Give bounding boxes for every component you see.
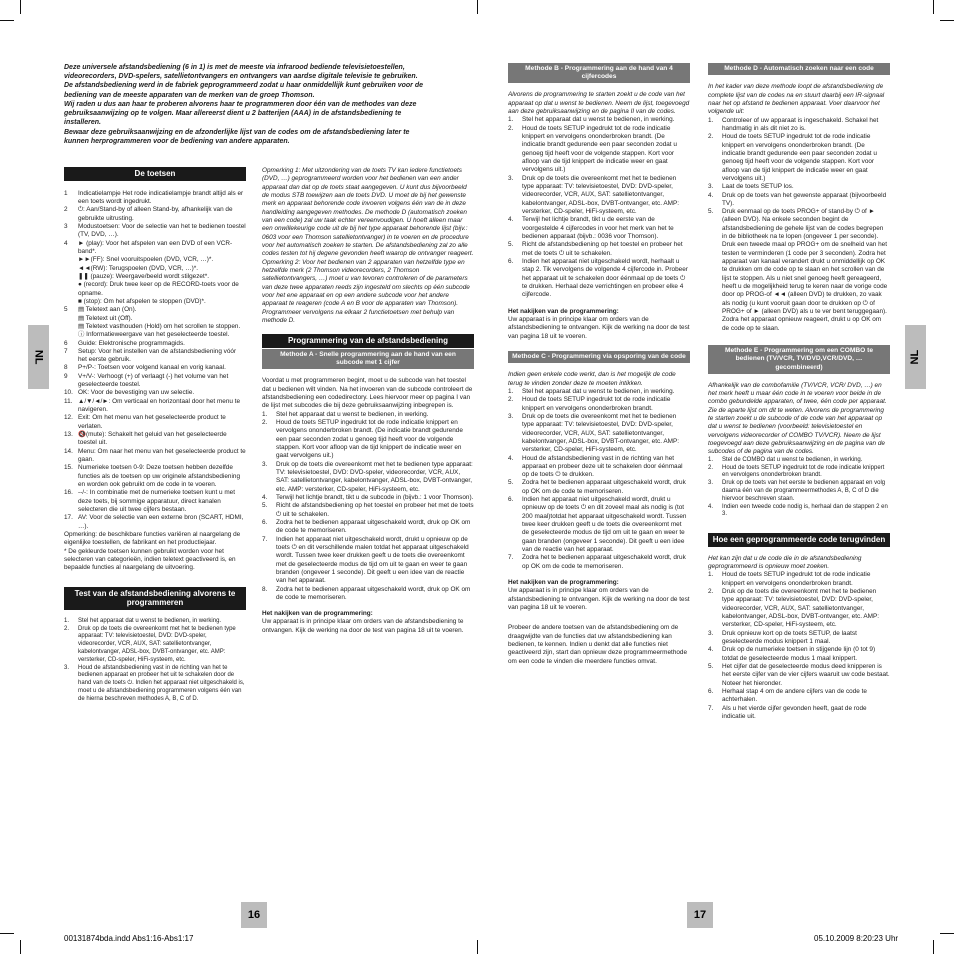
list-item <box>508 216 690 241</box>
list-item <box>64 618 246 626</box>
list-item-number: 3. <box>262 460 268 468</box>
list-item <box>708 705 890 722</box>
list-item-text: Druk op de toets van het gewenste apparaat (bijvoorbeeld TV). <box>722 191 887 207</box>
list-item <box>708 571 890 588</box>
list-item-number: 4. <box>708 191 714 199</box>
footer-date: 05.10.2009 8:20:23 Uhr <box>814 934 899 943</box>
list-item-text: --/-: In combinatie met de numerieke toetsen kunt u met deze toets, bij sommige apparatuur, direct kanalen selecteren die uit twee cijfers bestaan. <box>78 489 235 514</box>
list-item <box>64 626 246 665</box>
list-item <box>708 192 890 209</box>
list-item-text: ◄◄(RW): Terugspoelen (DVD, VCR, …)*. <box>78 264 199 272</box>
recover-steps <box>708 571 890 721</box>
list-item <box>262 461 474 494</box>
list-item <box>64 265 246 273</box>
list-item-number <box>64 323 78 331</box>
list-item <box>262 586 474 603</box>
list-item <box>64 389 246 397</box>
list-item <box>508 479 690 496</box>
list-item-number: 5. <box>708 662 714 670</box>
list-item-number: 2. <box>508 396 514 404</box>
list-item-text: ■ (stop): Om het afspelen te stoppen (DVD)*. <box>78 297 206 305</box>
language-tab-label: NL <box>909 349 922 365</box>
list-item <box>64 256 246 264</box>
verify-text: Uw apparaat is in principe klaar om orders van de afstandsbediening te ontvangen. Kijk de werking na door de test van pagina 18 uit te voeren. <box>508 587 690 612</box>
list-item-number: 16. <box>64 489 73 497</box>
list-item-text: Terwijl het lichtje brandt, tikt u de subcode in (bijvb.: 1 voor Thomson). <box>276 493 474 501</box>
method-a-steps <box>262 411 474 603</box>
method-e-intro: Afhankelijk van de combofamilie (TV/VCR, VCR/ DVD, …) en het merk heeft u maar één code in te voeren voor beide in de combo gebundelde apparaten, of twee, één code per apparaat. Zie de aparte lijst om dit te weten. Alvorens de programmering te starten zoekt u de subcode of de code van het apparaat op dat u wenst te bedienen (voorbeeld: televisietoestel en vervolgens videorecorder of COMBO TV/VCR). Neem de lijst toegevoegd aan deze gebruiksaanwijzing en de pagina van de subcodes of de pagina van de codes. <box>708 381 887 456</box>
list-item-text: ▤ Teletext aan (On). <box>78 306 137 314</box>
list-item-text: Houd de toets SETUP ingedrukt tot de rode indicatie knippert en vervolgens ononderbroken brandt. (De indicatie brandt gedurende een paar seconden zodat u genoeg tijd heeft voor de volgende stappen. Kort voor afloop van de tijd knippert de indicatie weer en gaat vervolgens uit.) <box>722 133 877 182</box>
list-item-number: 7 <box>64 347 68 355</box>
list-item <box>708 646 890 663</box>
list-item <box>64 340 246 348</box>
crop-mark <box>20 0 21 14</box>
try-text: Probeer de andere toetsen van de afstandsbediening om de draagwijdte van de functies dat uw afstandsbediening kan bedienen, te kennen. Indien u denkt dat alle functies niet geactiveerd zijn, start dan opnieuw deze programmeermethode om een code te vinden die meerdere functies omvat. <box>508 624 688 665</box>
list-item <box>64 281 246 298</box>
list-item <box>262 494 474 502</box>
list-item-number: 1. <box>262 410 268 418</box>
list-item-number: 3. <box>708 480 714 487</box>
list-item-number: 4. <box>508 216 514 224</box>
list-item-number: 11. <box>64 397 73 405</box>
list-item-text: ⓘ Informatieweergave van het geselecteerde toestel. <box>78 331 230 339</box>
list-item <box>508 396 690 413</box>
method-a-heading: Methode A - Snelle programmering aan de hand van een subcode met 1 cijfer <box>262 349 474 369</box>
list-item-number: 7. <box>262 535 268 543</box>
list-item-text: AV: Voor de selectie van een externe bron (SCART, HDMI, …). <box>78 514 244 530</box>
list-item-number: 8. <box>262 585 268 593</box>
list-item-text: Richt de afstandsbediening op het toestel en probeer het met de toets ⏻ uit te schakelen. <box>522 241 683 257</box>
list-item-number: 4. <box>708 646 714 654</box>
list-item-text: V+/V-: Verhoogt (+) of verlaagt (-) het volume van het geselecteerde toestel. <box>78 372 229 389</box>
column-1 <box>64 167 246 857</box>
list-item-number: 1 <box>64 189 68 197</box>
list-item-number <box>64 331 78 339</box>
list-item <box>64 414 246 431</box>
list-item-text: Indien het apparaat niet uitgeschakeld wordt, drukt u opnieuw op de toets ⏻ en dit zoveel maal als nodig is (tot 200 maal)totdat het apparaat uitgeschakeld wordt. Tussen twee keer drukken geeft u de toets die overeenkomt met de geselecteerde modus de tijd om uit te gaan en weer te gaan branden (ongeveer 1 seconde). Dit geeft u een idee van de reactie van het apparaat. <box>522 496 687 554</box>
list-item-number: 2. <box>708 464 714 471</box>
verify-heading: Het nakijken van de programmering: <box>508 307 619 315</box>
list-item-number: 8 <box>64 364 68 372</box>
list-item-text: Modustoetsen: Voor de selectie van het te bedienen toestel (TV, DVD, …). <box>78 222 246 239</box>
method-d-heading: Methode D - Automatisch zoeken naar een code <box>708 63 890 75</box>
list-item-number: 3. <box>64 664 70 671</box>
list-item <box>64 348 246 365</box>
list-item-number: 7. <box>708 704 714 712</box>
list-item-number: 1. <box>708 116 714 124</box>
note-2-text: Opmerking 2: Voor het bedienen van 2 apparaten van hetzelfde type en hetzelfde merk (2 Thomson videorecorders, 2 Thomson satellietontvangers, …) moet u van tevoren controleren of de parameters van deze twee apparaten reeds zijn ingesteld om slechts op één subcode voor het ene apparaat en op een andere subcode voor het andere apparaat te reageren (code A en B voor de apparaten van Thomson). Programmeer vervolgens na elkaar 2 functietoetsen met behulp van methode D. <box>262 258 470 324</box>
crop-mark <box>477 940 478 954</box>
crop-mark <box>0 933 14 934</box>
method-e-steps <box>708 457 890 519</box>
crop-mark <box>940 933 954 934</box>
list-item-text: Indien het apparaat niet uitgeschakeld wordt, herhaalt u stap 2. Tik vervolgens de volgende 4 cijfercode in. Probeer het apparaat uit te schakelen door éénmaal op de toets ⏻ te drukken. Herhaal deze verrichtingen en probeer elke 4 cijfercode. <box>522 258 688 299</box>
list-item <box>64 665 246 704</box>
list-item-text: Setup: Voor het instellen van de afstandsbediening vóór het eerste gebruik. <box>78 347 237 364</box>
footnote-text: * De gekleurde toetsen kunnen gebruikt worden voor het selecteren van categorieën, indien teletext geactiveerd is, en bepaalde functies al naargelang de uitvoering. <box>64 547 236 572</box>
list-item-text: ❚❚ (pauze): Weergave/beeld wordt stilgezet*. <box>78 272 210 280</box>
list-item <box>508 554 690 571</box>
verify-text: Uw apparaat is in principe klaar om orders van de afstandsbediening te ontvangen. Kijk de werking na door de test van pagina 18 uit te voeren. <box>508 316 690 340</box>
list-item <box>508 413 690 455</box>
list-item <box>508 455 690 480</box>
crop-mark <box>940 20 954 21</box>
list-item-text: Herhaal stap 4 om de andere cijfers van de code te achterhalen. <box>722 687 867 704</box>
test-steps-list <box>64 618 246 704</box>
list-item-number: 2 <box>64 206 68 214</box>
list-item-number: 5. <box>262 502 268 510</box>
list-item-text: ▤ Teletext vasthouden (Hold) om het scrollen te stoppen. <box>78 322 241 330</box>
list-item-text: Druk op de toets van het eerste te bedienen apparaat en volg daarna één van de programmeermethodes A, B, C of D die hiervoor beschreven staan. <box>722 480 886 502</box>
list-item-number: 4. <box>262 493 268 501</box>
list-item <box>64 323 246 331</box>
list-item-number: 6 <box>64 339 68 347</box>
section-heading-programmering: Programmering van de afstandsbediening <box>262 334 474 348</box>
section-heading-test: Test van de afstandsbediening alvorens te programmeren <box>64 587 246 610</box>
list-item-number: 12. <box>64 414 73 422</box>
list-item <box>508 125 690 175</box>
list-item-number: 1. <box>64 617 70 624</box>
keys-list <box>64 190 246 531</box>
list-item-text: ⏻: Aan/Stand-by of alleen Stand-by, afhankelijk van de gebruikte uitrusting. <box>78 206 233 222</box>
list-item-text: OK: Voor de bevestiging van uw selectie. <box>78 389 195 397</box>
list-item-number <box>64 315 78 323</box>
method-b-heading: Methode B - Programmering aan de hand van 4 cijfercodes <box>508 63 690 83</box>
list-item <box>508 241 690 258</box>
verify-heading: Het nakijken van de programmering: <box>262 610 373 618</box>
method-c-heading: Methode C - Programmering via opsporing van de code <box>508 351 690 363</box>
list-item-number <box>64 265 78 273</box>
list-item <box>708 465 890 481</box>
list-item <box>64 489 246 514</box>
method-d-steps <box>708 117 890 334</box>
list-item-text: Stel de COMBO dat u wenst te bedienen, in werking. <box>722 456 863 463</box>
list-item-text: Guide: Elektronische programmagids. <box>78 339 185 347</box>
section-heading-toetsen: De toetsen <box>64 167 246 181</box>
list-item-number: 1. <box>708 456 714 463</box>
method-b-intro: Alvorens de programmering te starten zoekt u de code van het apparaat op dat u wenst te bedienen. Neem de lijst, toegevoegd aan deze gebruiksaanwijzing en de pagina II van de codes. <box>508 91 690 116</box>
list-item <box>64 240 246 257</box>
list-item-number <box>64 256 78 264</box>
list-item-number: 10. <box>64 389 73 397</box>
list-item <box>64 298 246 306</box>
list-item-number: 13. <box>64 431 73 439</box>
list-item-number: 3. <box>708 629 714 637</box>
intro-paragraph: Wij raden u dus aan haar te proberen alvorens haar te programmeren door één van de methodes van deze gebruiksaanwijzing op te volgen. Maar allereerst dient u 2 batterijen (AAA) in de afstandsbediening te installeren. <box>64 100 417 127</box>
list-item-text: Houd de toets SETUP ingedrukt tot de rode indicatie knippert en vervolgens ononderbroken brandt. <box>522 396 671 412</box>
list-item-number <box>64 281 78 298</box>
list-item-number: 3. <box>508 174 514 182</box>
list-item <box>64 448 246 465</box>
list-item-number: 3. <box>708 183 714 191</box>
note-1-text: Opmerking 1: Met uitzondering van de toets TV kan iedere functietoets (DVD, …) geprogrammeerd worden voor het bedienen van een ander apparaat dan dat op de toets staat aangegeven. U kunt dus bijvoorbeeld de modus STB toewijzen aan de toets DVD. U moet de bij het gewenste merk en apparaat behorende code invoeren volgens één van de in deze handleiding aangegeven methodes. De methode D (automatisch zoeken van een code) zal uw taak echter vereenvoudigen. U hoeft alleen maar een onwillekeurige code uit de bij het type apparaat behorende lijst (bijv.: 0603 voor een Thomson satellietontvanger) in te voeren en de procedure voor het automatisch zoeken te starten. De afstandsbediening zal zo alle codes testen tot hij degene gevonden heeft waarop de ontvanger reageert. <box>262 167 474 258</box>
list-item-number: 6. <box>508 258 514 266</box>
intro-text <box>64 63 432 146</box>
list-item <box>708 688 890 705</box>
list-item-text: Zodra het te bedienen apparaat uitgeschakeld wordt, druk op OK om de code te memoriseren. <box>522 479 686 495</box>
method-e-heading: Methode E - Programmering om een COMBO te bedienen (TV/VCR, TV/DVD,VCR/DVD, … gecombineerd) <box>708 345 890 374</box>
language-tab-left <box>28 325 49 389</box>
verify-heading: Het nakijken van de programmering: <box>508 579 619 587</box>
intro-paragraph: De afstandsbediening werd in de fabriek geprogrammeerd zodat u haar onmiddellijk kunt gebruiken voor de bediening van de meeste apparaten van de merken van de groep Thomson. <box>64 82 424 99</box>
footer-file: 00131874bda.indd Abs1:16-Abs1:17 <box>64 934 194 943</box>
list-item-number: 2. <box>64 625 70 632</box>
list-item-text: Houd de afstandsbediening vast in de richting van het te bedienen apparaat en probeer het uit te schakelen door de hand van de toets ⏻. Indien het apparaat niet uitgeschakeld is, moet u de afstandsbediening programmeren volgens één van de hierna beschreven methodes A, B, C of D. <box>78 664 245 702</box>
list-item-number <box>64 273 78 281</box>
list-item-text: 🔇(mute): Schakelt het geluid van het geselecteerde toestel uit. <box>78 431 227 447</box>
method-c-steps <box>508 388 690 571</box>
list-item <box>64 514 246 531</box>
list-item-text: Druk op de toets die overeenkomt met het te bedienen type apparaat: TV: televisietoestel, DVD: DVD-speler, videorecorder, VCR, AUX, SAT: satellietontvanger, kabelontvanger, ADSL-box, DVBT-ontvanger, etc. AMP: versterker, CD-speler, HiFi-systeem, etc. <box>522 174 680 216</box>
list-item-text: Houd de toets SETUP ingedrukt tot de rode indicatie knippert en vervolgens ononderbroken brandt. (De indicatie brandt gedurende een paar seconden zodat u genoeg tijd heeft voor de volgende stappen. Kort voor afloop van de tijd knippert de indicatie weer en gaat vervolgens uit.) <box>276 418 463 460</box>
list-item <box>708 183 890 191</box>
list-item-text: Druk op de toets die overeenkomt met het te bedienen type apparaat: TV: televisietoestel, DVD: DVD-speler, videorecorder, VCR, AUX, SAT: satellietontvanger, kabelontvanger, ADSL-box, DVBT-ontvanger, etc. AMP: versterker, CD-speler, HiFi-systeem, etc. <box>78 625 236 663</box>
list-item-number: 4 <box>64 239 68 247</box>
list-item <box>262 502 474 519</box>
list-item-number: 2. <box>508 124 514 132</box>
list-item <box>64 223 246 240</box>
list-item-text: ► (play): Voor het afspelen van een DVD of een VCR-band*. <box>78 239 233 255</box>
list-item <box>64 373 246 390</box>
page-number-left: 16 <box>241 902 267 928</box>
list-item-text: Het cijfer dat de geselecteerde modus deed knipperen is het eerste cijfer van de vier cijfers waaruit uw code bestaat. Noteer het hieronder. <box>722 662 890 687</box>
list-item <box>64 431 246 448</box>
list-item <box>64 190 246 207</box>
list-item-number: 5. <box>508 241 514 249</box>
list-item <box>262 519 474 536</box>
list-item <box>64 206 246 223</box>
list-item-number: 6. <box>708 687 714 695</box>
list-item-text: Terwijl het lichtje brandt, tikt u de eerste van de voorgestelde 4 cijfercodes in voor het merk van het te bedienen apparaat (bijvb.: 0036 voor Thomson). <box>522 216 674 241</box>
list-item-number: 9 <box>64 372 68 380</box>
crop-mark <box>933 0 934 14</box>
intro-paragraph: Bewaar deze gebruiksaanwijzing en de afzonderlijke lijst van de codes om de afstandsbediening later te kunnen herprogrammeren voor de bediening van andere apparaten. <box>64 128 410 145</box>
list-item-text: Druk eenmaal op de toets PROG+ of stand-by ⏻ of ► (alleen DVD). Na enkele seconden begint de afstandsbediening de gehele lijst van de codes begrepen in de bibliotheek na te lopen (ongeveer 1 per seconde). Druk een tweede maal op PROG+ om de snelheid van het testen te verminderen (1 code per 3 seconden). Zodra het apparaat van kanaal verandert drukt u onmiddellijk op OK te drukken om de code op te slaan en het scrollen van de lijst te stoppen. Als u niet snel genoeg heeft gereageerd, heeft u de mogelijkheid terug te keren naar de vorige code door op PROG-of ◄◄ (alleen DVD) te drukken, zo vaak als nodig (u kunt vooruit gaan door te drukken op ⏻ of PROG+ of ► (alleen DVD) als u te ver bent teruggegaan). Zodra het apparaat opnieuw reageert, drukt u op OK om de code op te slaan. <box>722 208 888 332</box>
list-item-text: Menu: Om naar het menu van het geselecteerde product te gaan. <box>78 447 246 464</box>
list-item-number: 5 <box>64 306 68 314</box>
list-item-text: Indien het apparaat niet uitgeschakeld wordt, drukt u opnieuw op de toets ⏻ en dit verschillende malen totdat het apparaat uitgeschakeld wordt. Tussen twee keer drukken geeft u de toets die overeenkomt met de geselecteerde modus de tijd om uit te gaan en weer te gaan branden (ongeveer 1 seconde). Dit geeft u een idee van de reactie van het apparaat. <box>276 535 469 585</box>
list-item-number: 7. <box>508 554 514 562</box>
section-heading-terugvinden: Hoe een geprogrammeerde code terugvinden <box>708 533 890 547</box>
list-item-number: 4. <box>508 454 514 462</box>
list-item <box>508 175 690 217</box>
column-4 <box>708 63 890 893</box>
list-item-text: Druk op de toets die overeenkomt met het te bedienen type apparaat: TV: televisietoestel, DVD: DVD-speler, videorecorder, VCR, AUX, SAT: satellietontvanger, kabelontvanger, ADSL-box, DVBT-ontvanger, etc. AMP: versterker, CD-speler, HiFi-systeem, etc. <box>276 460 473 493</box>
list-item-text: ● (record): Druk twee keer op de RECORD-toets voor de opname. <box>78 281 239 297</box>
list-item-text: ►►(FF): Snel vooruitspoelen (DVD, VCR, …)*. <box>78 256 214 264</box>
list-item-text: Zodra het te bedienen apparaat uitgeschakeld wordt, druk op OK om de code te memoriseren. <box>276 518 471 535</box>
list-item <box>64 273 246 281</box>
list-item-text: Numerieke toetsen 0-9: Deze toetsen hebben dezelfde functies als de toetsen op uw originele afstandsbediening en worden ook gebruikt om de code in te voeren. <box>78 464 241 489</box>
crop-mark <box>20 940 21 954</box>
list-item-number: 15. <box>64 464 73 472</box>
verify-text: Uw apparaat is in principe klaar om orders van de afstandsbediening te ontvangen. Kijk de werking na door de test van pagina 18 uit te voeren. <box>262 618 464 634</box>
list-item-number: 5. <box>508 479 514 487</box>
list-item <box>64 464 246 489</box>
list-item-text: Stel het apparaat dat u wenst te bedienen, in werking. <box>522 116 675 124</box>
crop-mark <box>933 940 934 954</box>
list-item-text: Indicatielampje Het rode indicatielampje brandt altijd als er een toets wordt ingedrukt. <box>78 189 244 205</box>
list-item-number: 6. <box>508 496 514 504</box>
list-item-text: Indien een tweede code nodig is, herhaal dan de stappen 2 en 3. <box>722 503 888 518</box>
list-item <box>708 208 890 333</box>
list-item-text: ▲/▼/◄/►: Om verticaal en horizontaal door het menu te navigeren. <box>78 397 241 414</box>
list-item-text: Exit: Om het menu van het geselecteerde product te verlaten. <box>78 414 226 430</box>
list-item <box>64 364 246 372</box>
list-item-number <box>64 298 78 306</box>
list-item-text: Controleer of uw apparaat is ingeschakeld. Schakel het handmatig in als dit niet zo is. <box>722 116 879 132</box>
list-item <box>708 457 890 465</box>
list-item-number: 5. <box>708 208 714 216</box>
list-item <box>708 480 890 503</box>
list-item-text: Stel het apparaat dat u wenst te bedienen, in werking. <box>276 410 429 418</box>
list-item-text: Stel het apparaat dat u wenst te bedienen, in werking. <box>78 617 222 624</box>
crop-mark <box>477 0 478 14</box>
list-item-number: 3. <box>508 412 514 420</box>
list-item <box>708 133 890 183</box>
list-item-text: Zodra het te bedienen apparaat uitgeschakeld wordt, druk op OK om de code te memoriseren. <box>522 554 686 570</box>
list-item-number: 1. <box>708 571 714 579</box>
list-item-text: Druk op de toets die overeenkomt met het te bedienen type apparaat: TV: televisietoestel, DVD: DVD-speler, videorecorder, VCR, AUX, SAT: satellietontvanger, kabelontvanger, ADSL-box, DVBT-ontvanger, etc. AMP: versterker, CD-speler, HiFi-systeem, etc. <box>722 588 880 629</box>
list-item-number: 6. <box>262 518 268 526</box>
list-item <box>64 331 246 339</box>
method-d-intro: In het kader van deze methode loopt de afstandsbediening de complete lijst van de codes na en stuurt daarbij een IR-signaal naar het op afstand te bedienen apparaat. Voer daarvoor het volgende uit: <box>708 83 885 116</box>
column-3 <box>508 63 690 863</box>
list-item-text: Laat de toets SETUP los. <box>722 183 794 191</box>
list-item-text: ▤ Teletext uit (Off). <box>78 314 133 322</box>
list-item-number: 2. <box>262 418 268 426</box>
list-item <box>262 411 474 419</box>
list-item-number: 2. <box>708 133 714 141</box>
column-2 <box>262 167 474 857</box>
crop-mark <box>0 20 14 21</box>
list-item-number: 1. <box>508 387 514 395</box>
list-item <box>508 388 690 396</box>
list-item-number: 4. <box>708 503 714 510</box>
list-item-text: Houd de toets SETUP ingedrukt tot de rode indicatie knippert en vervolgens ononderbroken brandt. <box>722 571 871 587</box>
intro-paragraph: Deze universele afstandsbediening (6 in 1) is met de meeste via infrarood bediende televisietoestellen, videorecorders, DVD-spelers, satellietontvangers en ontvangers van aardse digitale televisie te gebruiken. <box>64 64 418 81</box>
list-item <box>64 306 246 314</box>
list-item-number: 1. <box>508 116 514 124</box>
list-item-text: Houd de afstandsbediening vast in de richting van het apparaat en probeer deze uit te schakelen door éénmaal op de toets ⏻ te drukken. <box>522 454 683 479</box>
list-item-text: Houd de toets SETUP ingedrukt tot de rode indicatie knippert en vervolgens ononderbroken brandt. <box>722 464 885 479</box>
list-item-text: Zodra het te bedienen apparaat uitgeschakeld wordt, druk op OK om de code te memoriseren. <box>276 585 471 601</box>
language-tab-label: NL <box>32 349 45 365</box>
list-item-number: 14. <box>64 447 73 455</box>
list-item-text: Druk opnieuw kort op de toets SETUP, de laatst geselecteerde modus knippert 1 maal. <box>722 629 857 645</box>
list-item-text: Druk op de toets die overeenkomt met het te bedienen type apparaat: TV: televisietoestel, DVD: DVD-speler, videorecorder, VCR, AUX, SAT: satellietontvanger, kabelontvanger, ADSL-box, DVBT-ontvanger, etc. AMP: versterker, CD-speler, HiFi-systeem, etc. <box>522 412 680 454</box>
note-text: Opmerking: de beschikbare functies variëren al naargelang de eigenlijke toestellen, de fabrikant en het productiejaar. <box>64 531 241 547</box>
list-item <box>64 398 246 415</box>
list-item <box>708 117 890 134</box>
language-tab-right <box>905 325 926 389</box>
list-item <box>64 315 246 323</box>
list-item-text: Druk op de numerieke toetsen in stijgende lijn (0 tot 9) totdat de geselecteerde modus 1 maal knippert. <box>722 646 876 662</box>
method-a-intro: Voordat u met programmeren begint, moet u de subcode van het toestel dat u bedienen wilt vinden. Na het invoeren van de subcode controleert de afstandsbediening een codedirectory. Lees hiervoor meer op pagina I van de lijst met subcodes die bij deze gebruiksaanwijzing inbegrepen is. <box>262 377 473 410</box>
list-item-number: 2. <box>708 588 714 596</box>
method-b-steps <box>508 116 690 299</box>
list-item <box>708 504 890 520</box>
list-item-text: Richt de afstandsbediening op het toestel en probeer het met de toets ⏻ uit te schakelen. <box>276 502 474 518</box>
page-number-right: 17 <box>687 902 713 928</box>
list-item <box>508 116 690 124</box>
list-item-text: P+/P-: Toetsen voor volgend kanaal en vorig kanaal. <box>78 364 226 372</box>
list-item <box>508 258 690 300</box>
recover-intro: Het kan zijn dat u de code die in de afstandsbediening geprogrammeerd is opnieuw moet zoeken. <box>708 554 862 571</box>
list-item <box>708 630 890 647</box>
list-item-number: 3 <box>64 222 68 230</box>
list-item-text: Houd de toets SETUP ingedrukt tot de rode indicatie knippert en vervolgens ononderbroken brandt. (De indicatie brandt gedurende een paar seconden zodat u genoeg tijd heeft voor de volgende stappen. Kort voor afloop van de tijd knippert de indicatie weer en gaat vervolgens uit.) <box>522 124 677 174</box>
list-item-number: 17. <box>64 514 73 522</box>
list-item <box>708 588 890 630</box>
list-item <box>508 496 690 554</box>
list-item <box>262 419 474 461</box>
list-item-text: Stel het apparaat dat u wenst te bedienen, in werking. <box>522 387 675 395</box>
list-item <box>708 663 890 688</box>
list-item-text: Als u het vierde cijfer gevonden heeft, gaat de rode indicatie uit. <box>722 704 867 720</box>
method-c-intro: Indien geen enkele code werkt, dan is het mogelijk de code terug te vinden zonder deze te moeten intikken. <box>508 371 676 387</box>
list-item <box>262 536 474 586</box>
